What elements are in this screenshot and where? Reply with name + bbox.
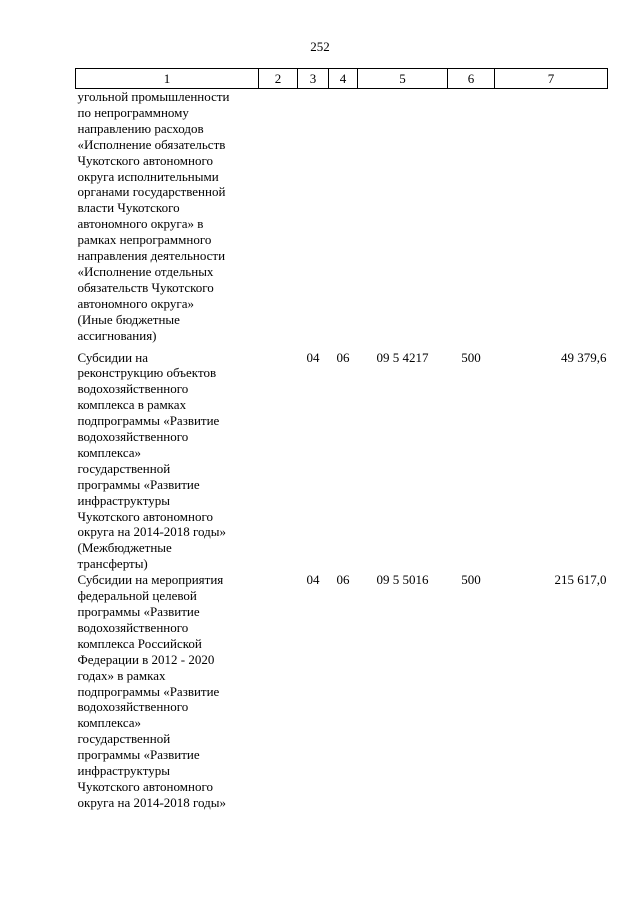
row-col-5: 09 5 5016: [376, 572, 429, 588]
row-col-4: [329, 89, 358, 344]
row-description: угольной промышленности по непрограммному направлению расходов «Исполнение обязательств Чукотского автономного округа исполнительными органами государственной власти Чукотского автономного округа» в рамках непрограммного направления деятельности «Исполнение отдельных обязательств Чукотского автономного округа» (Иные бюджетные ассигнования): [77, 89, 230, 343]
column-header-7: 7: [495, 69, 608, 89]
column-header-1: 1: [76, 69, 259, 89]
column-header-3: 3: [298, 69, 329, 89]
row-amount: [495, 89, 608, 344]
row-amount: 49 379,6: [561, 349, 607, 365]
row-col-2: [259, 344, 298, 573]
table-row: [76, 572, 608, 811]
table-row: [76, 344, 608, 573]
row-amount: 215 617,0: [554, 572, 607, 588]
row-description: Субсидии на реконструкцию объектов водохозяйственного комплекса в рамках подпрограммы «Развитие водохозяйственного комплекса» государственной программы «Развитие инфраструктуры Чукотского автономного округа на 2014-2018 годы» (Межбюджетные трансферты): [77, 349, 227, 572]
row-col-4: 06: [336, 572, 350, 588]
column-header-5: 5: [358, 69, 448, 89]
row-col-5: 09 5 4217: [376, 349, 429, 365]
table-body: [76, 89, 608, 811]
row-col-2: [259, 572, 298, 811]
row-col-2: [259, 89, 298, 344]
header-row: [76, 69, 608, 89]
row-col-3: 04: [306, 349, 320, 365]
row-description: Субсидии на мероприятия федеральной целевой программы «Развитие водохозяйственного комплекса Российской Федерации в 2012 - 2020 годах» в рамках подпрограммы «Развитие водохозяйственного комплекса» государственной программы «Развитие инфраструктуры Чукотского автономного округа на 2014-2018 годы»: [77, 572, 227, 810]
budget-table: [75, 68, 608, 811]
table-header: [76, 69, 608, 89]
row-col-5: [358, 89, 448, 344]
row-col-6: [448, 89, 495, 344]
table-row: [76, 89, 608, 344]
column-header-2: 2: [259, 69, 298, 89]
column-header-4: 4: [329, 69, 358, 89]
page-number: 252: [310, 39, 330, 54]
row-col-6: 500: [461, 349, 481, 365]
column-header-6: 6: [448, 69, 495, 89]
row-col-6: 500: [461, 572, 481, 588]
row-col-3: 04: [306, 572, 320, 588]
row-col-4: 06: [336, 349, 350, 365]
row-col-3: [298, 89, 329, 344]
